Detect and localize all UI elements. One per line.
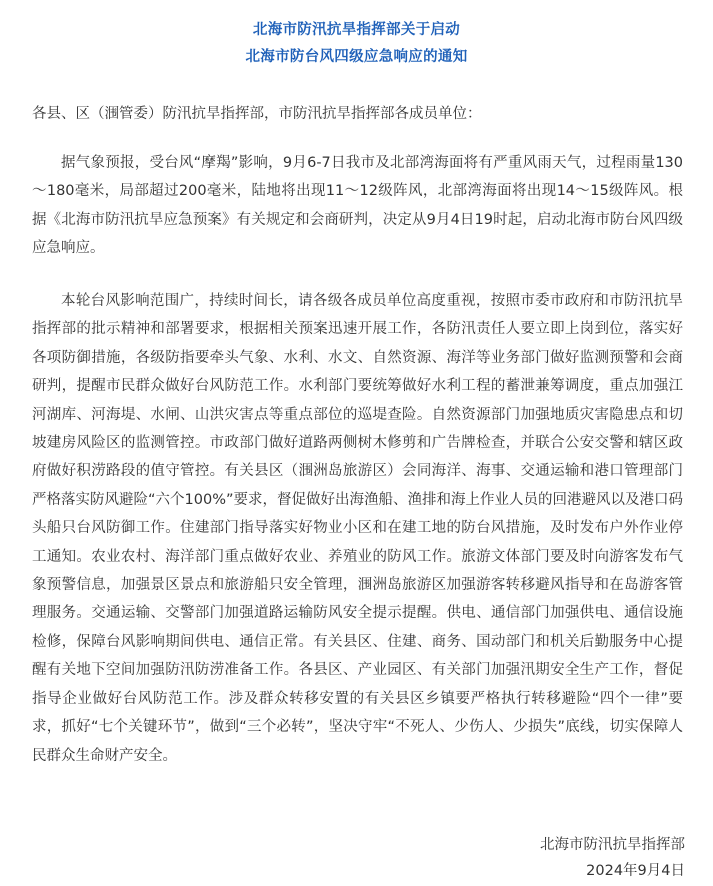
title-line-1: 北海市防汛抗旱指挥部关于启动 <box>252 22 461 38</box>
notice-title <box>32 0 681 71</box>
paragraph-requirements: 本轮台风影响范围广，持续时间长，请各级各成员单位高度重视，按照市委市政府和市防汛抗旱指挥部的批示精神和部署要求，根据相关预案迅速开展工作，各防汛责任人要立即上岗到位，落实好各项防御措施，各级防指要牵头气象、水利、水文、自然资源、海洋等业务部门做好监测预警和会商研判，提醒市民群众做好台风防范工作。水利部门要统筹做好水利工程的蓄泄兼筹调度，重点加强江河湖库、河海堤、水闸、山洪灾害点等重点部位的巡堤查险。自然资源部门加强地质灾害隐患点和切坡建房风险区的监测管控。市政部门做好道路两侧树木修剪和广告牌检查，并联合公安交警和辖区政府做好积涝路段的值守管控。有关县区（涠洲岛旅游区）会同海洋、海事、交通运输和港口管理部门严格落实防风避险“六个100%”要求，督促做好出海渔船、渔排和海上作业人员的回港避风以及港口码头船只台风防御工作。住建部门指导落实好物业小区和在建工地的防台风措施，及时发布户外作业停工通知。农业农村、海洋部门重点做好农业、养殖业的防风工作。旅游文体部门要及时向游客发布气象预警信息，加强景区景点和旅游船只安全管理，涠洲岛旅游区加强游客转移避风指导和在岛游客管理服务。交通运输、交警部门加强道路运输防风安全提示提醒。供电、通信部门加强供电、通信设施检修，保障台风影响期间供电、通信正常。有关县区、住建、商务、国动部门和机关后勤服务中心提醒有关地下空间加强防汛防涝准备工作。各县区、产业园区、有关部门加强汛期安全生产工作，督促指导企业做好台风防范工作。涉及群众转移安置的有关县区乡镇要严格执行转移避险“四个一律”要求，抓好“七个关键环节”，做到“三个必转”，坚决守牢“不死人、少伤人、少损失”底线，切实保障人民群众生命财产安全。 <box>32 293 683 764</box>
signature-date: 2024年9月4日 <box>586 863 685 879</box>
paragraph-forecast: 据气象预报，受台风“摩羯”影响，9月6-7日我市及北部湾海面将有严重风雨天气，过程雨量130～180毫米，局部超过200毫米，陆地将出现11～12级阵风，北部湾海面将出现14～15级阵风。根据《北海市防汛抗旱应急预案》有关规定和会商研判，决定从9月4日19时起，启动北海市防台风四级应急响应。 <box>32 155 683 257</box>
addressee: 各县、区（涠管委）防汛抗旱指挥部，市防汛抗旱指挥部各成员单位： <box>32 106 482 122</box>
title-line-2: 北海市防台风四级应急响应的通知 <box>245 49 468 65</box>
signature-organization: 北海市防汛抗旱指挥部 <box>540 837 685 853</box>
